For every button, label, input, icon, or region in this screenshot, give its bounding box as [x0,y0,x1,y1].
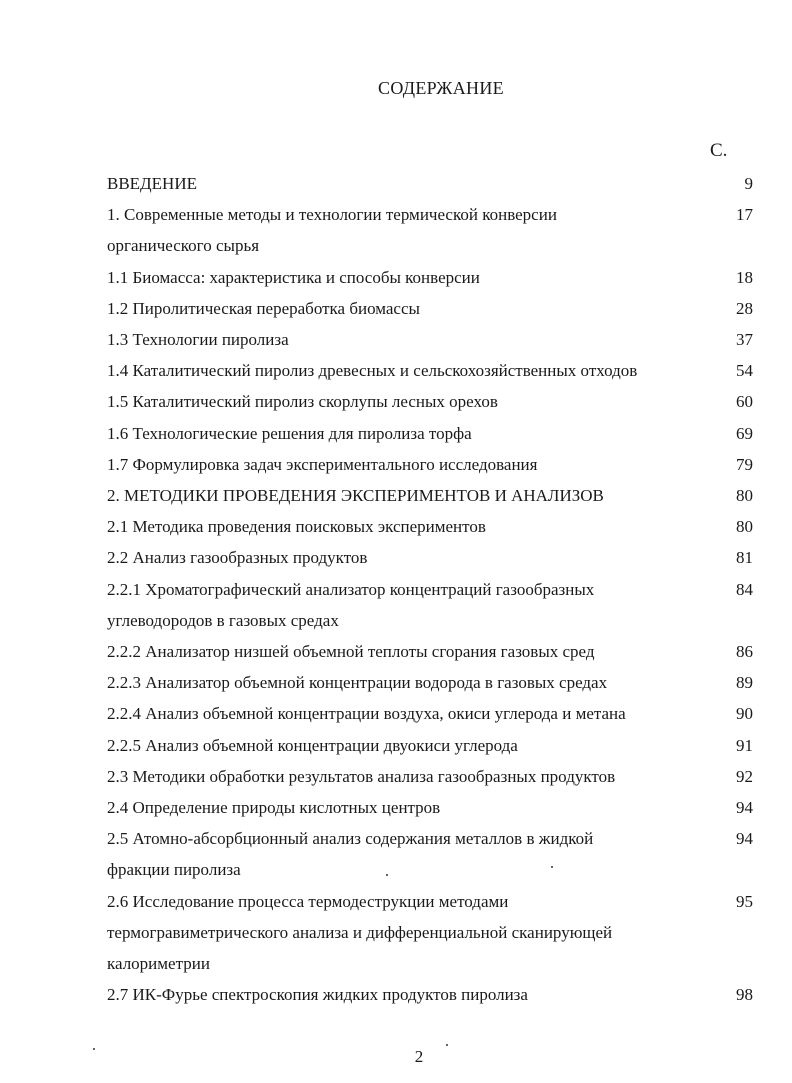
toc-entry-title-line: 2.2.5 Анализ объемной концентрации двуокиси углерода [107,735,518,755]
toc-entry-page: 28 [736,298,753,318]
toc-entry-title-line: 2.1 Методика проведения поисковых экспериментов [107,517,486,537]
toc-entry-page: 81 [736,548,753,568]
toc-entry-title [107,262,707,293]
toc-entry [107,418,753,449]
toc-entry-page: 37 [736,330,753,350]
toc-entry-title [107,386,707,417]
toc-entry [107,979,753,1010]
toc-entry-page: 86 [736,642,753,662]
toc-entry-title-line: 2.2.4 Анализ объемной концентрации воздуха, окиси углерода и метана [107,704,626,724]
toc-entry-title [107,886,707,980]
toc-entry-page: 94 [736,829,753,849]
toc-entry-title-line: 1.1 Биомасса: характеристика и способы конверсии [107,267,480,287]
toc-entry-title-line: 1.4 Каталитический пиролиз древесных и сельскохозяйственных отходов [107,361,638,381]
toc-entry-title [107,574,707,636]
toc-entry-title-line: 2.6 Исследование процесса термодеструкции методами [107,891,509,911]
toc-entry [107,449,753,480]
toc-entry-page: 92 [736,766,753,786]
toc-entry [107,355,753,386]
toc-entry-page: 98 [736,985,753,1005]
toc-entry [107,386,753,417]
toc-entry-title-line: 2.7 ИК-Фурье спектроскопия жидких продуктов пиролиза [107,985,528,1005]
toc-entry [107,761,753,792]
toc-entry-title-line: 2.2 Анализ газообразных продуктов [107,548,368,568]
toc-entry-title [107,542,707,573]
toc-entry-title [107,293,707,324]
toc-entry-title [107,792,707,823]
scan-speck [93,1048,95,1050]
toc-entry-page: 17 [736,205,753,225]
toc-entry-title-line: ВВЕДЕНИЕ [107,174,197,193]
toc-entry-title [107,979,707,1010]
toc-entry-page: 80 [736,517,753,537]
toc-entry-title [107,168,707,199]
scan-speck [386,874,388,876]
toc-entry [107,168,753,199]
toc-entry-page: 54 [736,361,753,381]
toc-entry [107,730,753,761]
toc-entry-title-line: 2.3 Методики обработки результатов анализа газообразных продуктов [107,766,616,786]
toc-entry-title-line: калориметрии [107,954,210,974]
toc-entry-title [107,449,707,480]
toc-entry-page: 94 [736,798,753,818]
toc-entry-title-line: 2.2.2 Анализатор низшей объемной теплоты сгорания газовых сред [107,642,595,662]
toc-entry-page: 90 [736,704,753,724]
toc-entry-title [107,355,707,386]
toc-entry [107,886,753,980]
toc-entry [107,324,753,355]
toc-entry [107,511,753,542]
toc-entry-page: 60 [736,392,753,412]
toc-entry-title [107,324,707,355]
toc-entry [107,667,753,698]
toc-entry-title-line: 1.6 Технологические решения для пиролиза торфа [107,423,472,443]
toc-entry-title [107,823,707,885]
toc-entry-title [107,199,707,261]
toc-entry-title-line: органического сырья [107,236,260,256]
toc-entry-page: 79 [736,454,753,474]
toc-entry [107,262,753,293]
toc-entry-title-line: 1.7 Формулировка задач экспериментального исследования [107,454,538,474]
toc-entry-title-line: 2.2.3 Анализатор объемной концентрации водорода в газовых средах [107,673,608,693]
toc-entry-title-line: 1. Современные методы и технологии термической конверсии [107,205,557,225]
toc-entry-page: 9 [744,174,753,193]
toc-entry-title-line: 1.2 Пиролитическая переработка биомассы [107,298,420,318]
toc-entry [107,480,753,511]
toc-entry-title [107,761,707,792]
toc-entry-title-line: термогравиметрического анализа и дифференциальной сканирующей [107,922,613,942]
toc-entry-page: 18 [736,267,753,287]
toc-entry-page: 89 [736,673,753,693]
toc-entry-title [107,698,707,729]
toc-entry-page: 69 [736,423,753,443]
toc-entry [107,698,753,729]
scan-speck [446,1044,448,1046]
toc-entry-title [107,730,707,761]
toc-entry-title [107,511,707,542]
toc-entry-title-line: фракции пиролиза [107,860,241,880]
page-title: СОДЕРЖАНИЕ [378,78,504,98]
toc-entry-title-line: 2. МЕТОДИКИ ПРОВЕДЕНИЯ ЭКСПЕРИМЕНТОВ И АНАЛИЗОВ [107,486,604,506]
toc-entry-title [107,480,707,511]
toc-entry-page: 84 [736,579,753,599]
toc-entry-title [107,418,707,449]
page-column-header: С. [710,140,728,161]
toc-entry-title-line: 2.4 Определение природы кислотных центров [107,798,441,818]
toc-entry-title [107,636,707,667]
toc-entry-page: 80 [736,486,753,506]
toc-entry-page: 91 [736,735,753,755]
scan-speck [551,866,553,868]
toc-entry [107,293,753,324]
toc-entry [107,199,753,261]
toc-entry-title-line: 1.5 Каталитический пиролиз скорлупы лесных орехов [107,392,498,412]
toc-entry-title-line: углеводородов в газовых средах [107,610,339,630]
toc-entry-title-line: 2.5 Атомно-абсорбционный анализ содержания металлов в жидкой [107,829,594,849]
toc-entry [107,636,753,667]
page-number: 2 [414,1047,424,1066]
toc-entry-title [107,667,707,698]
toc-entry-title-line: 2.2.1 Хроматографический анализатор концентраций газообразных [107,579,595,599]
toc-entry-page: 95 [736,891,753,911]
toc-entry [107,823,753,885]
toc-entry [107,792,753,823]
table-of-contents [107,168,753,1010]
toc-entry-title-line: 1.3 Технологии пиролиза [107,330,289,350]
toc-entry [107,542,753,573]
toc-entry [107,574,753,636]
